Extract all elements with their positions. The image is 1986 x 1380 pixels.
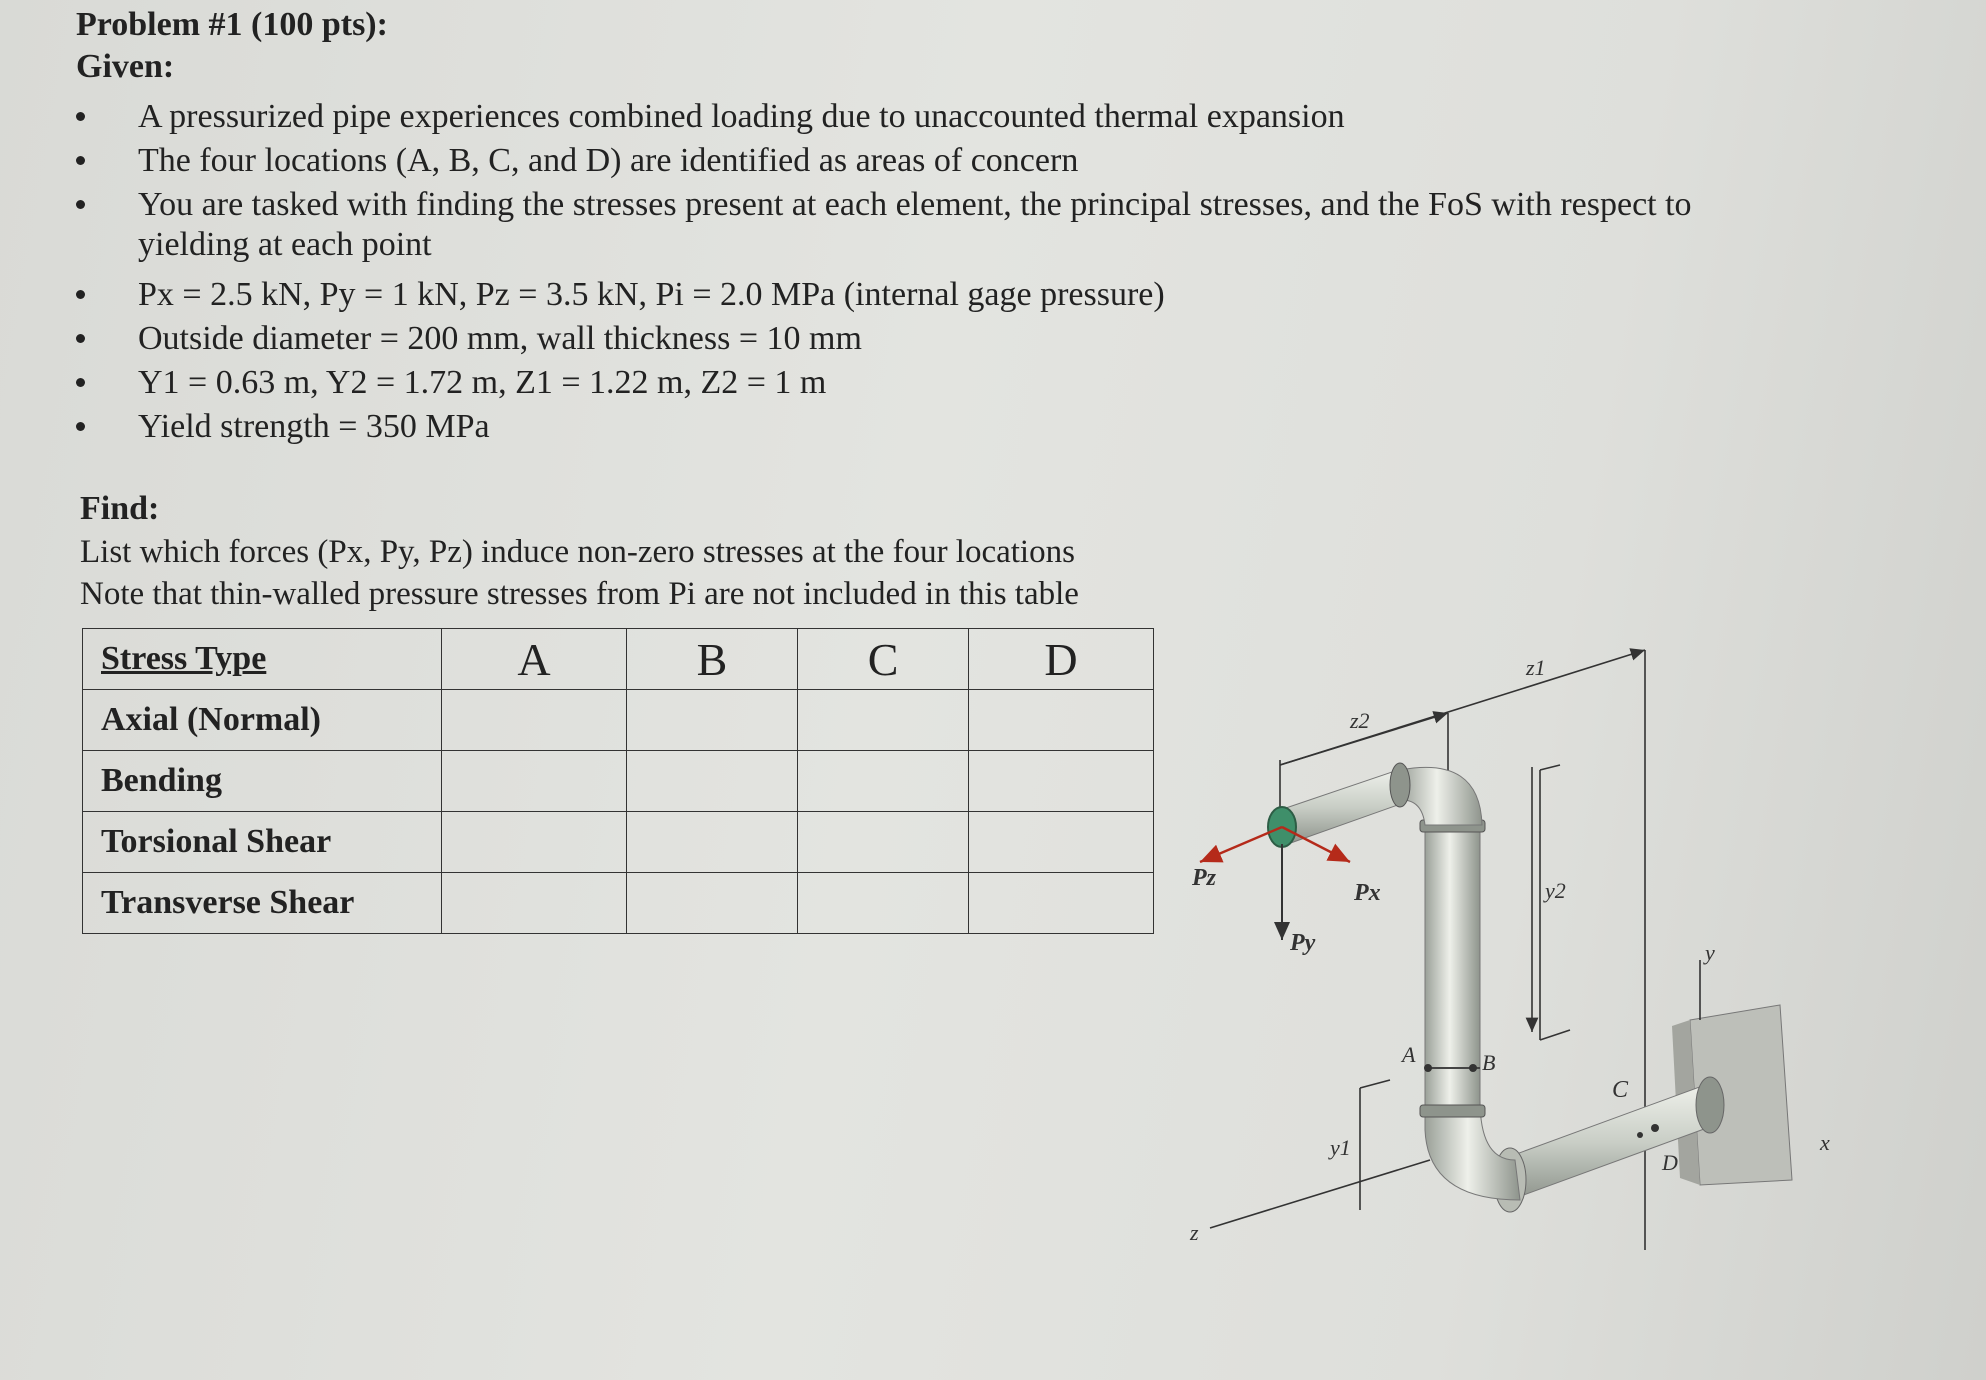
label-z1: z1 (1526, 655, 1546, 680)
upper-pipe (1268, 763, 1410, 847)
pipe-diagram (1170, 630, 1870, 1270)
row-label: Transverse Shear (83, 873, 442, 934)
label-y2: y2 (1545, 878, 1566, 903)
answer-cell[interactable] (969, 812, 1154, 873)
vertical-pipe (1420, 820, 1485, 1117)
bullet-icon (76, 112, 85, 121)
bullet-icon (76, 290, 85, 299)
row-label: Axial (Normal) (83, 690, 442, 751)
label-z: z (1190, 1220, 1199, 1245)
table-row (83, 873, 1154, 934)
bullet-icon (76, 156, 85, 165)
header-location-b: B (626, 629, 797, 690)
table-row (83, 751, 1154, 812)
answer-cell[interactable] (442, 873, 627, 934)
answer-cell[interactable] (797, 873, 968, 934)
label-y1: y1 (1330, 1135, 1351, 1160)
label-x: x (1820, 1130, 1830, 1155)
table-row (83, 690, 1154, 751)
label-z2: z2 (1350, 708, 1370, 733)
find-heading: Find: (80, 490, 160, 527)
problem-title: Problem #1 (100 pts): (76, 6, 388, 43)
bullet-icon (76, 200, 85, 209)
given-heading: Given: (76, 48, 175, 85)
answer-cell[interactable] (969, 873, 1154, 934)
table-header-row (83, 629, 1154, 690)
answer-cell[interactable] (626, 873, 797, 934)
bullet-icon (76, 334, 85, 343)
label-d: D (1662, 1150, 1678, 1175)
upper-elbow (1400, 767, 1482, 825)
label-a: A (1402, 1042, 1416, 1067)
answer-cell[interactable] (626, 751, 797, 812)
stress-table (82, 628, 1154, 934)
label-pz: Pz (1192, 865, 1216, 891)
header-location-d: D (969, 629, 1154, 690)
answer-cell[interactable] (797, 690, 968, 751)
bullet-icon (76, 422, 85, 431)
label-c: C (1612, 1077, 1629, 1103)
answer-cell[interactable] (969, 751, 1154, 812)
answer-cell[interactable] (797, 751, 968, 812)
answer-cell[interactable] (442, 812, 627, 873)
label-py: Py (1290, 930, 1316, 956)
answer-cell[interactable] (626, 812, 797, 873)
answer-cell[interactable] (797, 812, 968, 873)
wall-support (1672, 960, 1792, 1185)
header-stress-type: Stress Type (83, 629, 442, 690)
answer-cell[interactable] (442, 751, 627, 812)
label-y: y (1705, 940, 1715, 965)
label-px: Px (1354, 880, 1381, 906)
find-line: Note that thin-walled pressure stresses from Pi are not included in this table (80, 576, 1079, 612)
answer-cell[interactable] (969, 690, 1154, 751)
bullet-icon (76, 378, 85, 387)
answer-cell[interactable] (442, 690, 627, 751)
row-label: Bending (83, 751, 442, 812)
find-line: List which forces (Px, Py, Pz) induce non-zero stresses at the four locations (80, 534, 1075, 570)
header-location-c: C (797, 629, 968, 690)
table-row (83, 812, 1154, 873)
row-label: Torsional Shear (83, 812, 442, 873)
answer-cell[interactable] (626, 690, 797, 751)
header-location-a: A (442, 629, 627, 690)
label-b: B (1482, 1050, 1496, 1075)
